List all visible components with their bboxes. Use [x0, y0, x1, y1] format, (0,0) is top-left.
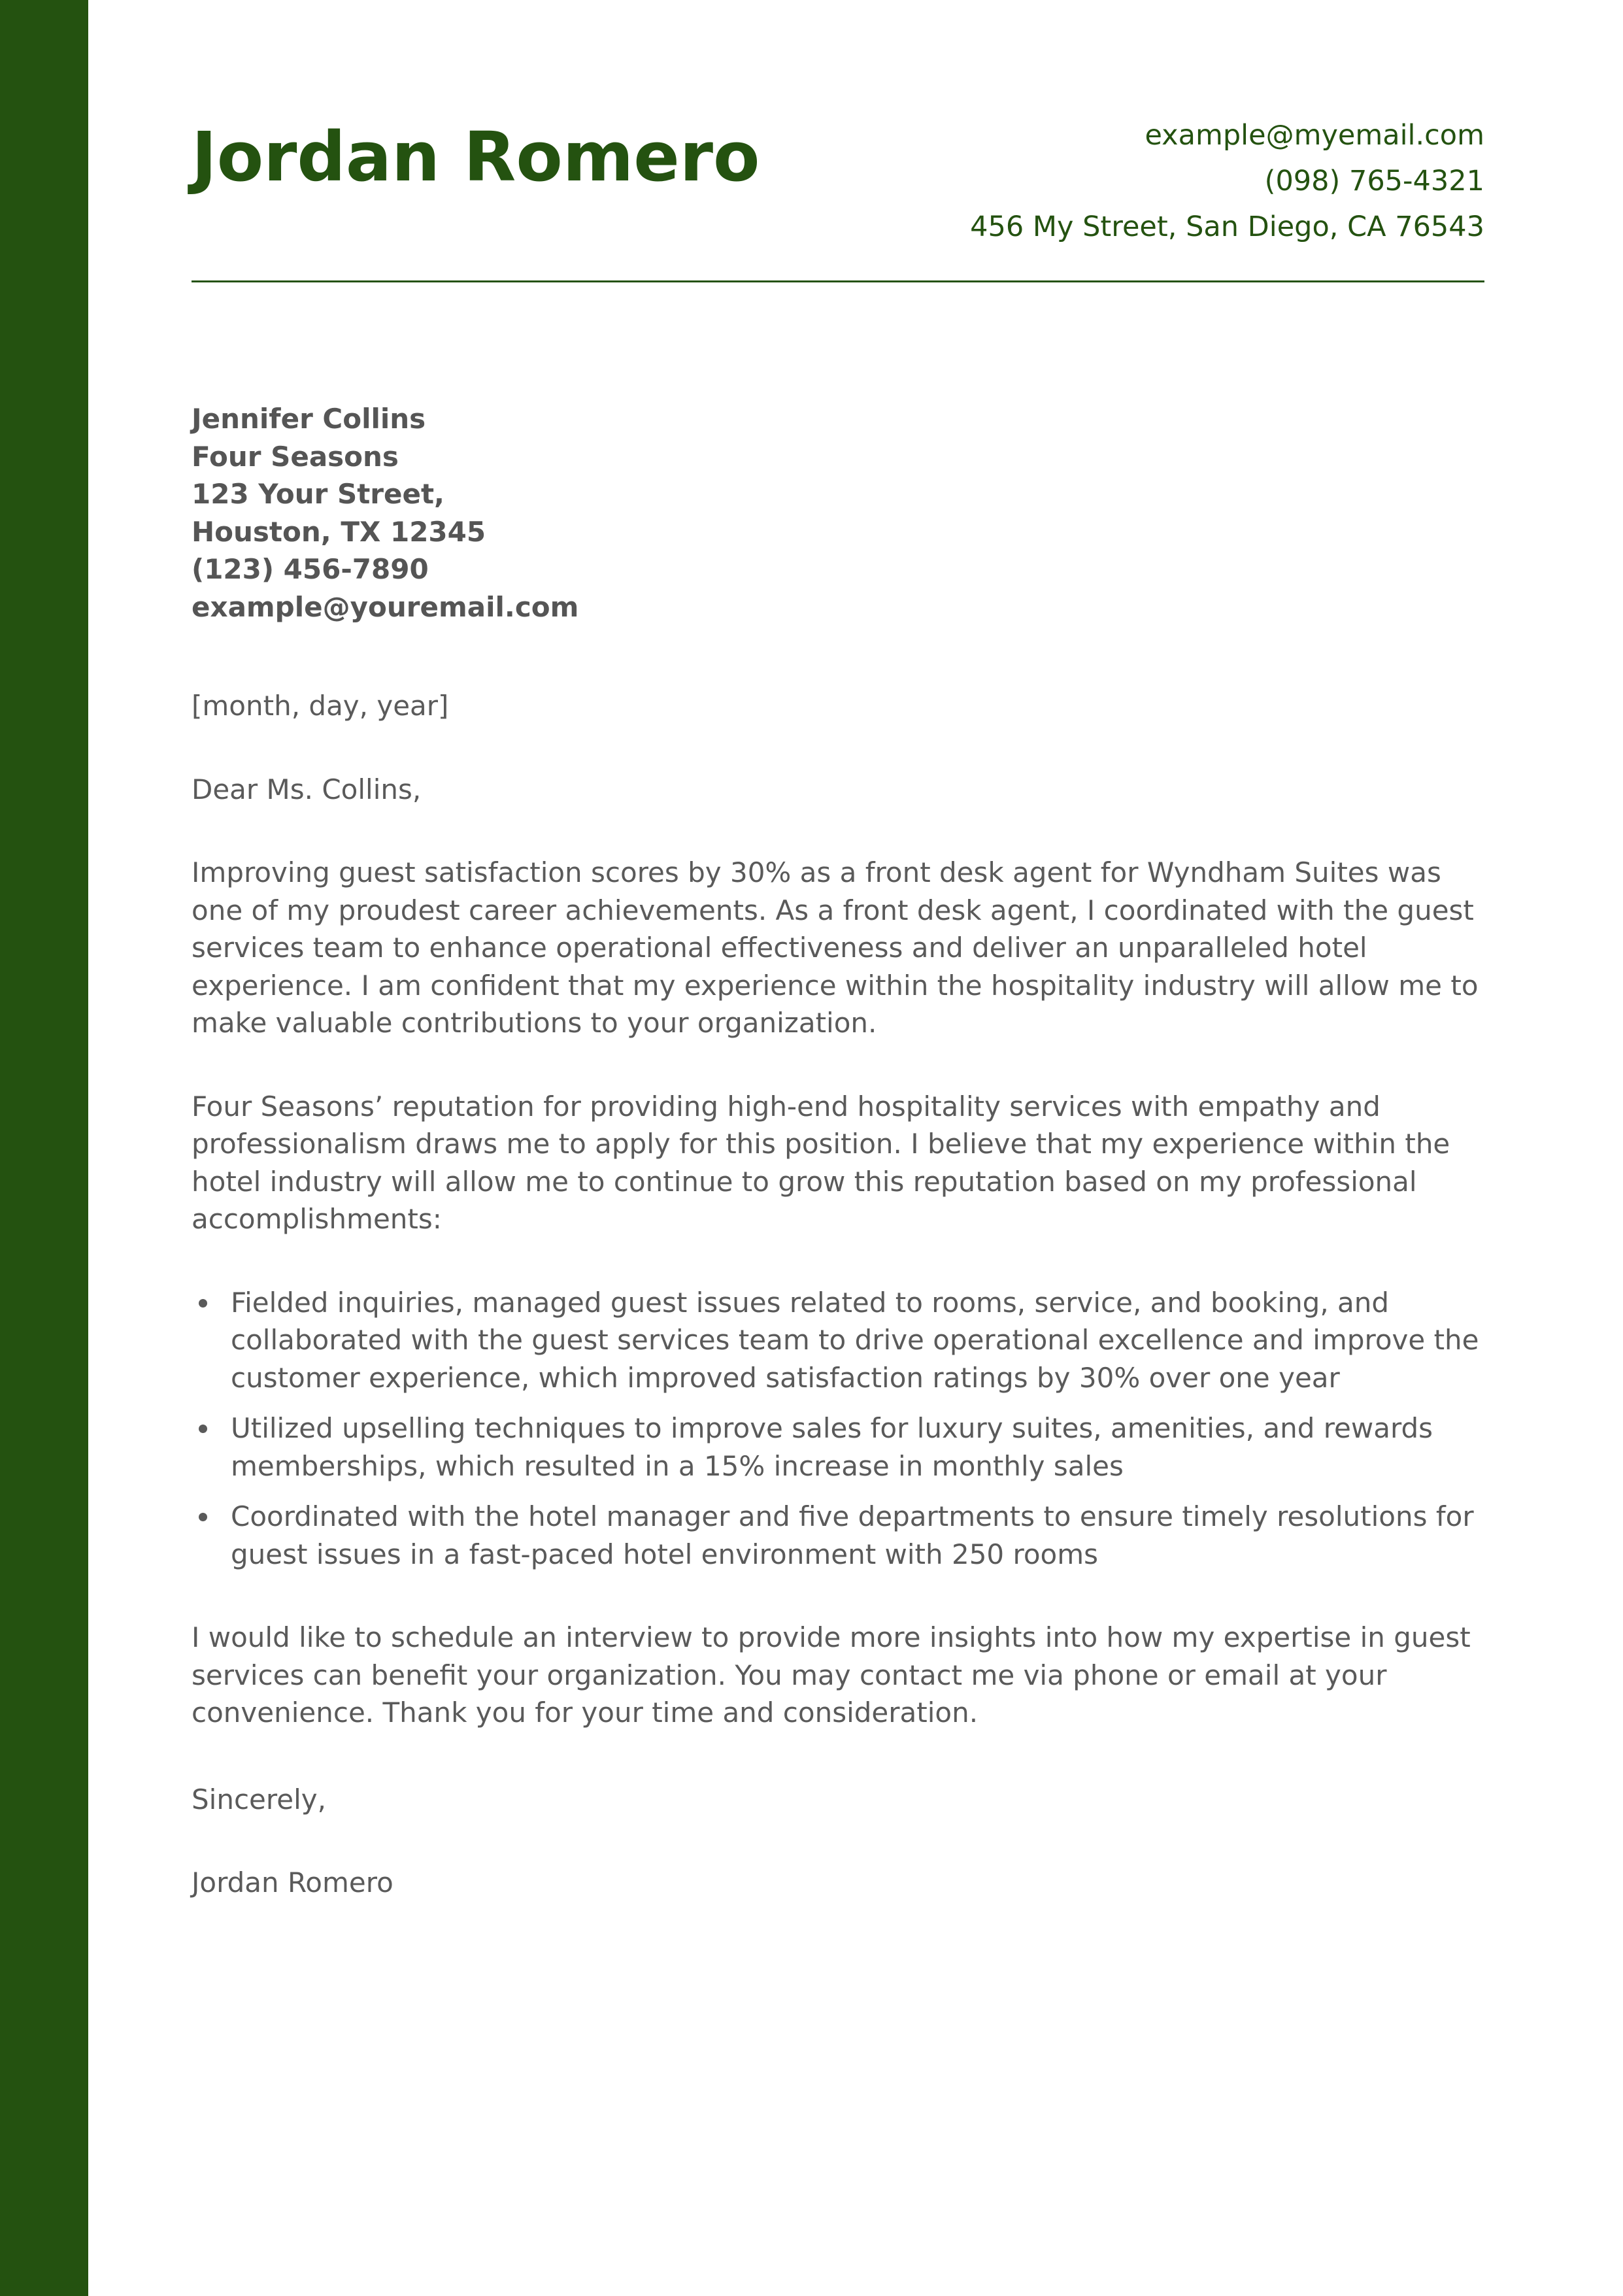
list-item [231, 1498, 1492, 1573]
sender-email: example@myemail.com [1145, 119, 1484, 152]
accent-sidebar [0, 0, 88, 2296]
sender-name: Jordan Romero [192, 117, 760, 197]
bullet-icon [199, 1425, 207, 1433]
bullet-icon [199, 1513, 207, 1521]
letter-date: [month, day, year] [192, 690, 449, 722]
recipient-phone: (123) 456-7890 [192, 553, 429, 585]
letter-greeting: Dear Ms. Collins, [192, 773, 422, 805]
letter-paragraph-2: Four Seasons’ reputation for providing high-end hospitality services with empathy and professionalism draws me to apply for this position. I believe that my experience within the hotel industry will allow me to continue to grow this reputation based on my professional accomplishments: [192, 1090, 1450, 1235]
list-item [231, 1284, 1492, 1397]
letter-signature: Jordan Romero [192, 1866, 393, 1899]
list-item [231, 1410, 1492, 1485]
letter-paragraph-3: I would like to schedule an interview to provide more insights into how my expertise in guest services can benefit your organization. You may contact me via phone or email at your convenience. Thank you for your time and consideration. [192, 1621, 1471, 1729]
recipient-email: example@youremail.com [192, 590, 579, 623]
recipient-block [192, 400, 1492, 626]
bullet-icon [199, 1299, 207, 1308]
sender-contact-block [970, 112, 1484, 250]
header-divider [192, 280, 1484, 282]
recipient-city: Houston, TX 12345 [192, 515, 486, 548]
accomplishments-list [192, 1284, 1492, 1574]
list-item-text: Fielded inquiries, managed guest issues related to rooms, service, and booking, and collaborated with the guest services team to drive operational excellence and improve the customer experience, which improved satisfaction ratings by 30% over one year [231, 1286, 1479, 1394]
list-item-text: Coordinated with the hotel manager and five departments to ensure timely resolutions for guest issues in a fast-paced hotel environment with 250 rooms [231, 1500, 1474, 1570]
recipient-street: 123 Your Street, [192, 478, 444, 510]
sender-address: 456 My Street, San Diego, CA 76543 [970, 211, 1484, 243]
list-item-text: Utilized upselling techniques to improve sales for luxury suites, amenities, and rewards memberships, which resulted in a 15% increase in monthly sales [231, 1412, 1433, 1482]
sender-phone: (098) 765-4321 [1264, 165, 1484, 197]
recipient-name: Jennifer Collins [192, 403, 426, 435]
recipient-company: Four Seasons [192, 440, 399, 473]
letter-body [192, 400, 1492, 1902]
letter-closing: Sincerely, [192, 1783, 326, 1815]
letter-paragraph-1: Improving guest satisfaction scores by 30% as a front desk agent for Wyndham Suites was one of my proudest career achievements. As a front desk agent, I coordinated with the guest services team to enhance operational effectiveness and deliver an unparalleled hotel experience. I am confident that my experience within the hospitality industry will allow me to make valuable contributions to your organization. [192, 856, 1479, 1039]
